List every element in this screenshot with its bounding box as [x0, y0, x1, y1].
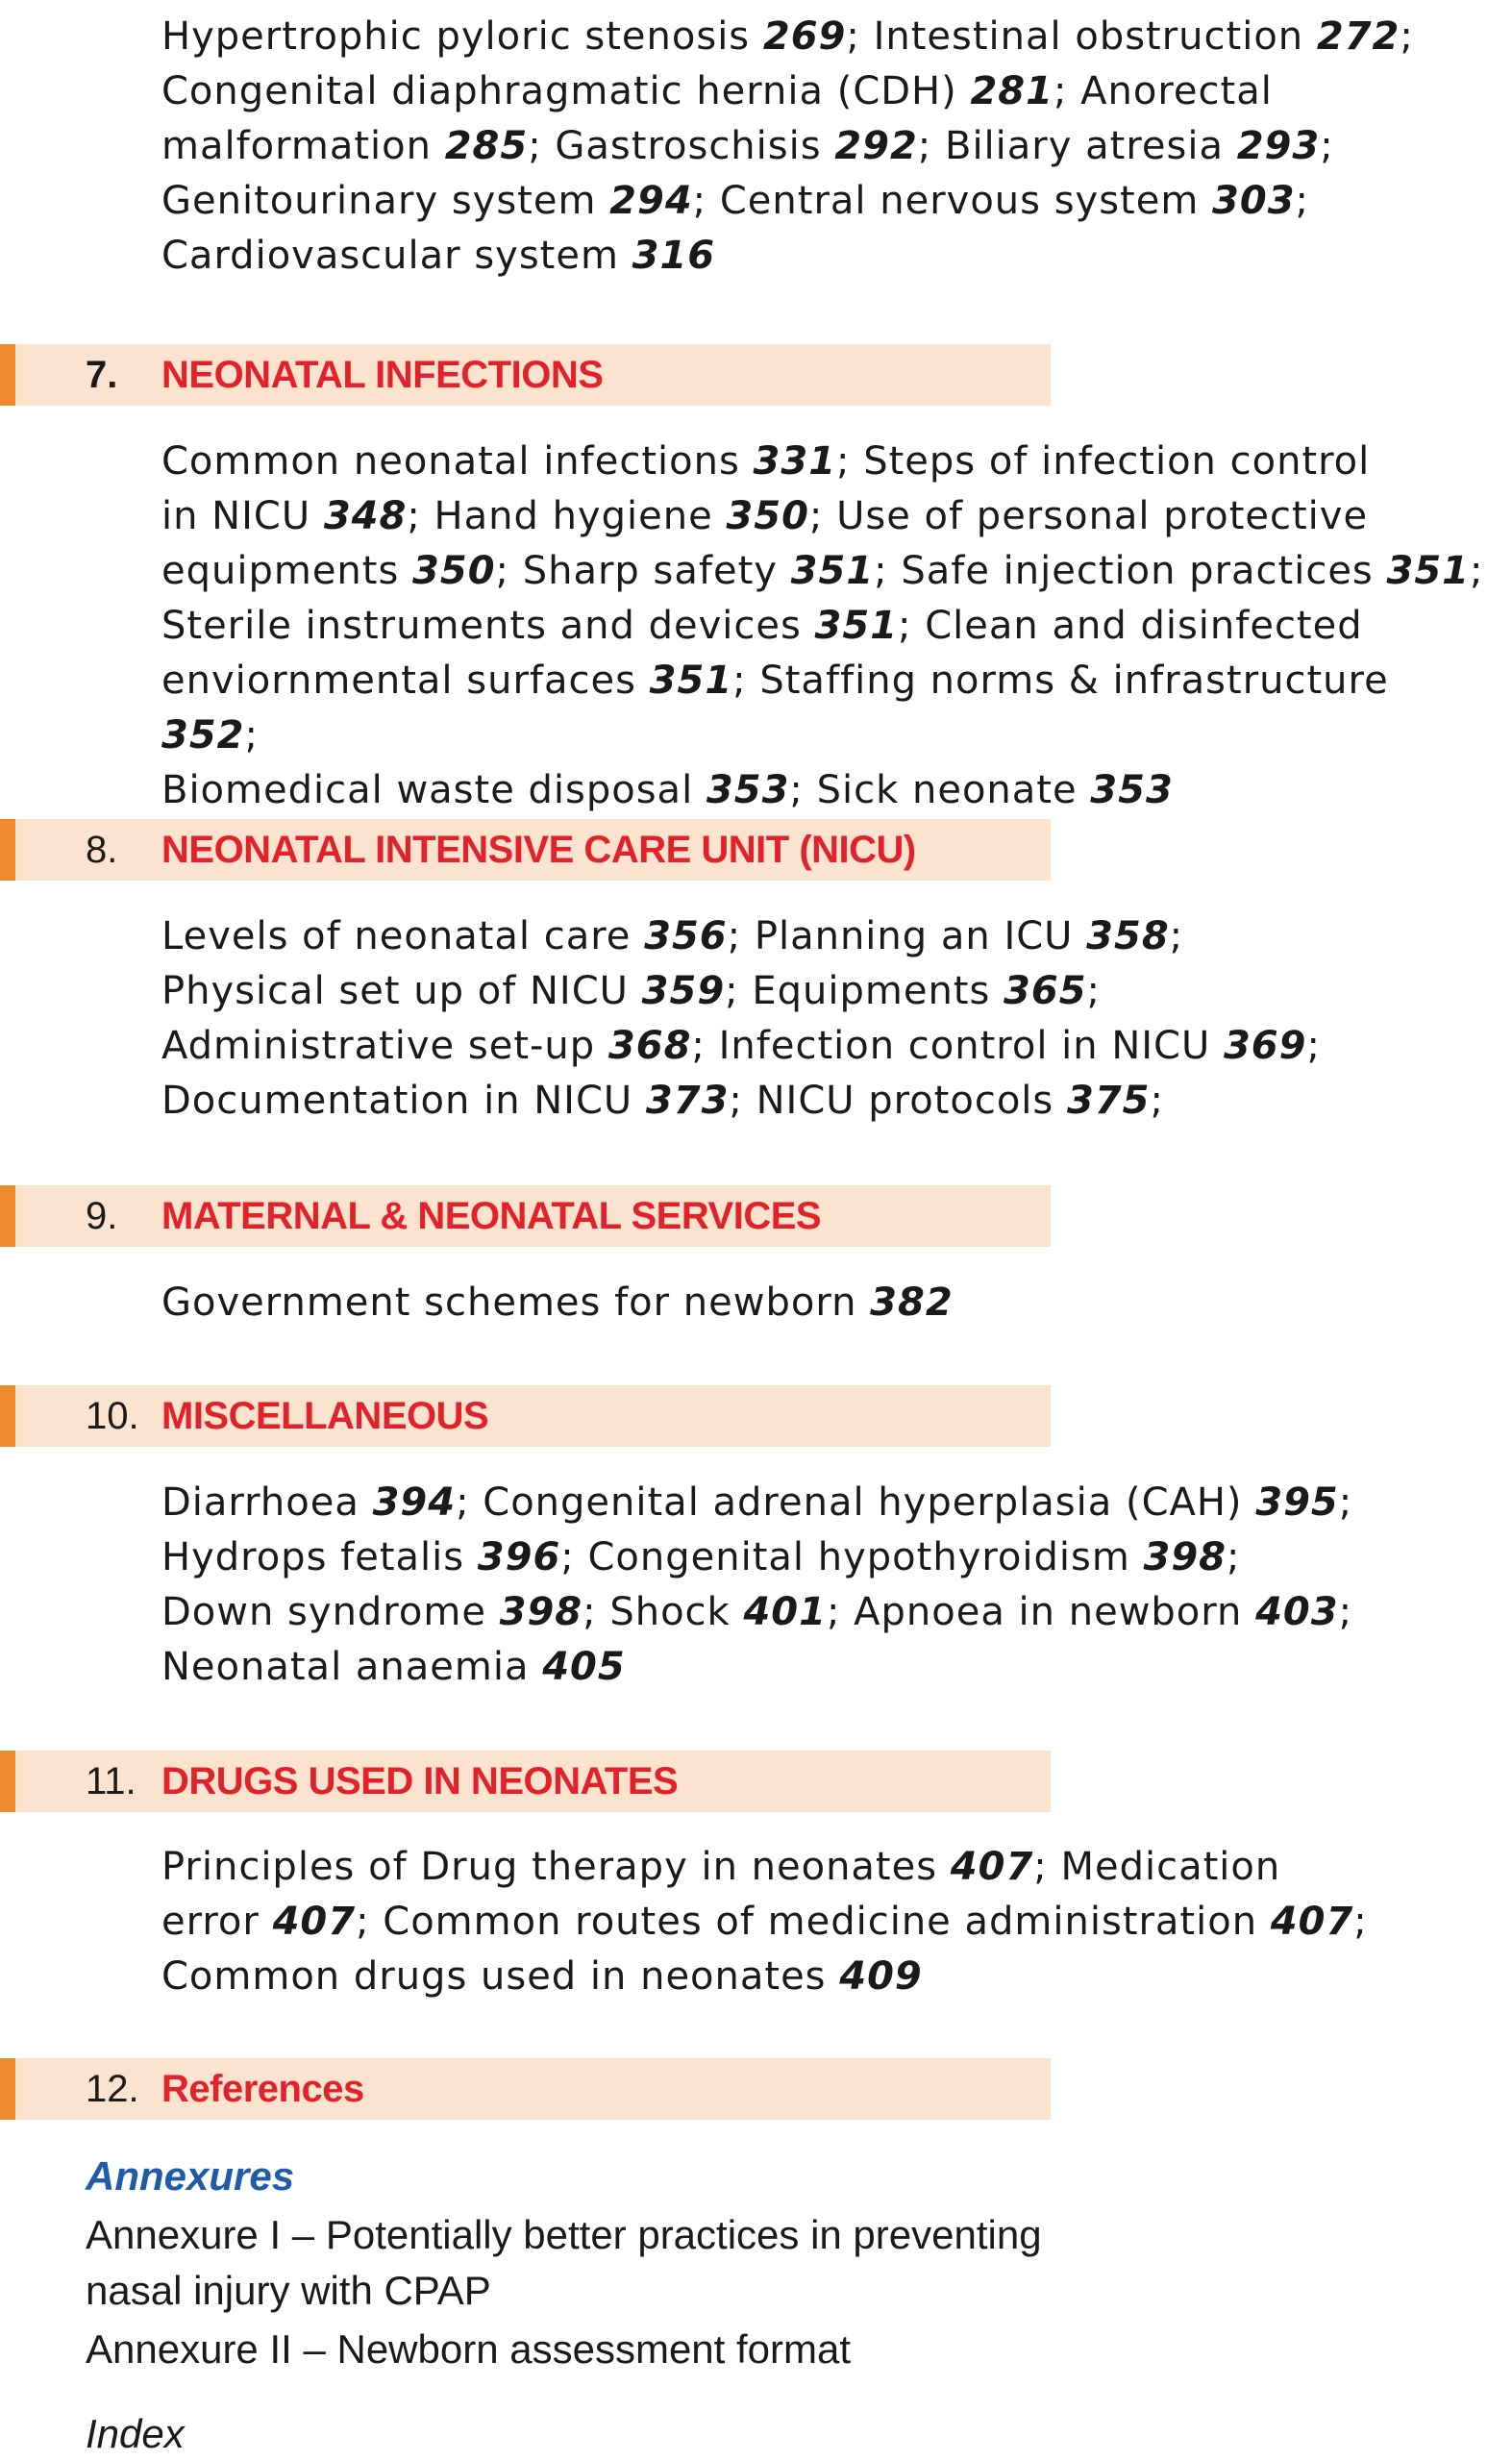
- page-number: 331: [753, 439, 837, 484]
- entry-title: Administrative set-up: [161, 1024, 596, 1068]
- page-number: 395: [1255, 1480, 1339, 1525]
- page-number: 350: [726, 494, 809, 538]
- chapter-heading-10: [0, 1385, 1051, 1447]
- heading-accent-bar: [0, 819, 15, 881]
- page-number: 269: [762, 14, 847, 59]
- page-number: 352: [161, 713, 245, 758]
- page-number: 405: [542, 1645, 626, 1689]
- chapter-title: MISCELLANEOUS: [161, 1395, 489, 1437]
- entry-title: Hydrops fetalis: [161, 1535, 465, 1579]
- entry-title: Hypertrophic pyloric stenosis: [161, 14, 751, 59]
- page-number: 369: [1223, 1024, 1307, 1068]
- page-number: 407: [272, 1900, 357, 1944]
- entry-title: Staffing norms & infrastructure: [759, 659, 1389, 703]
- page-number: 351: [1386, 549, 1470, 593]
- annexure-1-line-2: nasal injury with CPAP: [86, 2268, 491, 2313]
- toc-entries-chapter-7: Common neonatal infections 331; Steps of infection control in NICU 348; Hand hygiene 350; Use of personal protective equipments 350; Sharp safety 351; Safe injection practices 351; Sterile instruments and devices 351; Clean and disinfected enviornmental surfaces 351; Staffing norms & infrastructure 352; Biomedical waste disposal 353; Sick neonate 353: [161, 439, 1484, 812]
- entry-title: Physical set up of NICU: [161, 969, 629, 1013]
- toc-entries-chapter-11: Principles of Drug therapy in neonates 407; Medication error 407; Common routes of medicine administration 407; Common drugs used in neonates 409: [161, 1845, 1368, 1999]
- entry-title: Sharp safety: [522, 549, 778, 593]
- entry-title: Biliary atresia: [945, 124, 1224, 168]
- page-number: 351: [790, 549, 875, 593]
- entry-title: NICU protocols: [756, 1079, 1054, 1123]
- annexures-heading: Annexures: [86, 2153, 295, 2199]
- entry-title: Common neonatal infections: [161, 439, 740, 484]
- entry-title: Government schemes for newborn: [161, 1280, 857, 1325]
- page-number: 407: [950, 1845, 1034, 1889]
- chapter-heading-8: [0, 819, 1051, 881]
- entry-title: Genitourinary system: [161, 179, 597, 223]
- entry-title: Apnoea in newborn: [854, 1590, 1243, 1634]
- heading-accent-bar: [0, 1751, 15, 1812]
- chapter-number: 12.: [86, 2068, 139, 2110]
- page-number: 353: [1090, 768, 1174, 812]
- entry-title: Levels of neonatal care: [161, 914, 632, 958]
- page-number: 394: [372, 1480, 457, 1525]
- page-number: 351: [814, 604, 899, 648]
- chapter-heading-9: [0, 1185, 1051, 1247]
- page-number: 398: [1143, 1535, 1227, 1579]
- entry-title: Cardiovascular system: [161, 234, 619, 278]
- toc-entries-chapter-8: Levels of neonatal care 356; Planning an ICU 358; Physical set up of NICU 359; Equipments 365; Administrative set-up 368; Infection control in NICU 369; Documentation in NICU 373; NICU protocols 375;: [161, 914, 1321, 1123]
- chapter-heading-11: [0, 1751, 1051, 1812]
- entry-title: Equipments: [752, 969, 991, 1013]
- page-number: 398: [499, 1590, 583, 1634]
- page-number: 382: [870, 1280, 954, 1325]
- heading-accent-bar: [0, 2058, 15, 2120]
- chapter-heading-12: [0, 2058, 1051, 2120]
- page-number: 303: [1212, 179, 1296, 223]
- chapter-title: References: [161, 2068, 364, 2110]
- entry-title: Planning an ICU: [754, 914, 1074, 958]
- chapter-title: NEONATAL INFECTIONS: [161, 354, 604, 396]
- chapter-number: 10.: [86, 1395, 139, 1437]
- toc-entries-chapter-10: Diarrhoea 394; Congenital adrenal hyperplasia (CAH) 395; Hydrops fetalis 396; Congenital hypothyroidism 398; Down syndrome 398; Shock 401; Apnoea in newborn 403; Neonatal anaemia 405: [161, 1480, 1353, 1689]
- chapter-number: 8.: [86, 829, 118, 871]
- chapter-title: NEONATAL INTENSIVE CARE UNIT (NICU): [161, 829, 916, 871]
- toc-entries-chapter-9: [161, 1276, 1488, 1330]
- page-number: 350: [412, 549, 496, 593]
- entry-title: Documentation in NICU: [161, 1079, 633, 1123]
- entry-title: Sterile instruments and devices: [161, 604, 802, 648]
- page-number: 373: [645, 1079, 730, 1123]
- entry-title: Common routes of medicine administration: [383, 1900, 1258, 1944]
- entry-title: Central nervous system: [719, 179, 1200, 223]
- chapter-number: 9.: [86, 1195, 118, 1237]
- chapter-number: 7.: [86, 354, 118, 396]
- page-number: 272: [1316, 14, 1400, 59]
- page-number: 407: [1270, 1900, 1354, 1944]
- entry-title: Diarrhoea: [161, 1480, 359, 1525]
- page-number: 294: [609, 179, 693, 223]
- entry-title: Sick neonate: [816, 768, 1078, 812]
- entry-title: Infection control in NICU: [718, 1024, 1211, 1068]
- page-number: 368: [607, 1024, 692, 1068]
- chapter-title: DRUGS USED IN NEONATES: [161, 1760, 679, 1802]
- entry-title: Congenital diaphragmatic hernia (CDH): [161, 69, 957, 113]
- entry-title: Congenital adrenal hyperplasia (CAH): [483, 1480, 1243, 1525]
- toc-entries-chapter-6: Hypertrophic pyloric stenosis 269; Intestinal obstruction 272; Congenital diaphragmatic hernia (CDH) 281; Anorectal malformation 285; Gastroschisis 292; Biliary atresia 293; Genitourinary system 294; Central nervous system 303; Cardiovascular system 316: [161, 14, 1414, 278]
- entry-title: Down syndrome: [161, 1590, 486, 1634]
- annexure-1-line-1: Annexure I – Potentially better practices in preventing: [86, 2212, 1042, 2257]
- page-number: 348: [323, 494, 408, 538]
- page-number: 281: [970, 69, 1053, 113]
- chapter-heading-7: [0, 344, 1051, 406]
- page-number: 292: [834, 124, 918, 168]
- chapter-number: 11.: [86, 1760, 136, 1802]
- page-number: 375: [1066, 1079, 1151, 1123]
- page-number: 353: [706, 768, 790, 812]
- page-number: 403: [1255, 1590, 1339, 1634]
- heading-accent-bar: [0, 344, 15, 406]
- entry-title: Biomedical waste disposal: [161, 768, 694, 812]
- entry-title: Neonatal anaemia: [161, 1645, 530, 1689]
- entry-title: Common drugs used in neonates: [161, 1954, 827, 1999]
- entry-title: Principles of Drug therapy in neonates: [161, 1845, 938, 1889]
- heading-accent-bar: [0, 1385, 15, 1447]
- page-number: 351: [649, 659, 733, 703]
- entry-title: Safe injection practices: [901, 549, 1374, 593]
- page-number: 293: [1236, 124, 1321, 168]
- annexure-2: Annexure II – Newborn assessment format: [86, 2326, 852, 2372]
- entry-title: Gastroschisis: [555, 124, 822, 168]
- page-number: 356: [644, 914, 728, 958]
- entry-title: Hand hygiene: [434, 494, 713, 538]
- page-number: 409: [839, 1954, 923, 1999]
- page-number: 365: [1004, 969, 1087, 1013]
- page-number: 285: [444, 124, 529, 168]
- index-label: Index: [86, 2411, 185, 2456]
- entry-title: Congenital hypothyroidism: [587, 1535, 1130, 1579]
- page-number: 316: [632, 234, 716, 278]
- heading-accent-bar: [0, 1185, 15, 1247]
- page-number: 358: [1086, 914, 1170, 958]
- chapter-title: MATERNAL & NEONATAL SERVICES: [161, 1195, 822, 1237]
- entry-title: Shock: [609, 1590, 731, 1634]
- page-number: 359: [641, 969, 726, 1013]
- page-number: 396: [477, 1535, 561, 1579]
- entry-title: Intestinal obstruction: [873, 14, 1304, 59]
- page-number: 401: [743, 1590, 827, 1634]
